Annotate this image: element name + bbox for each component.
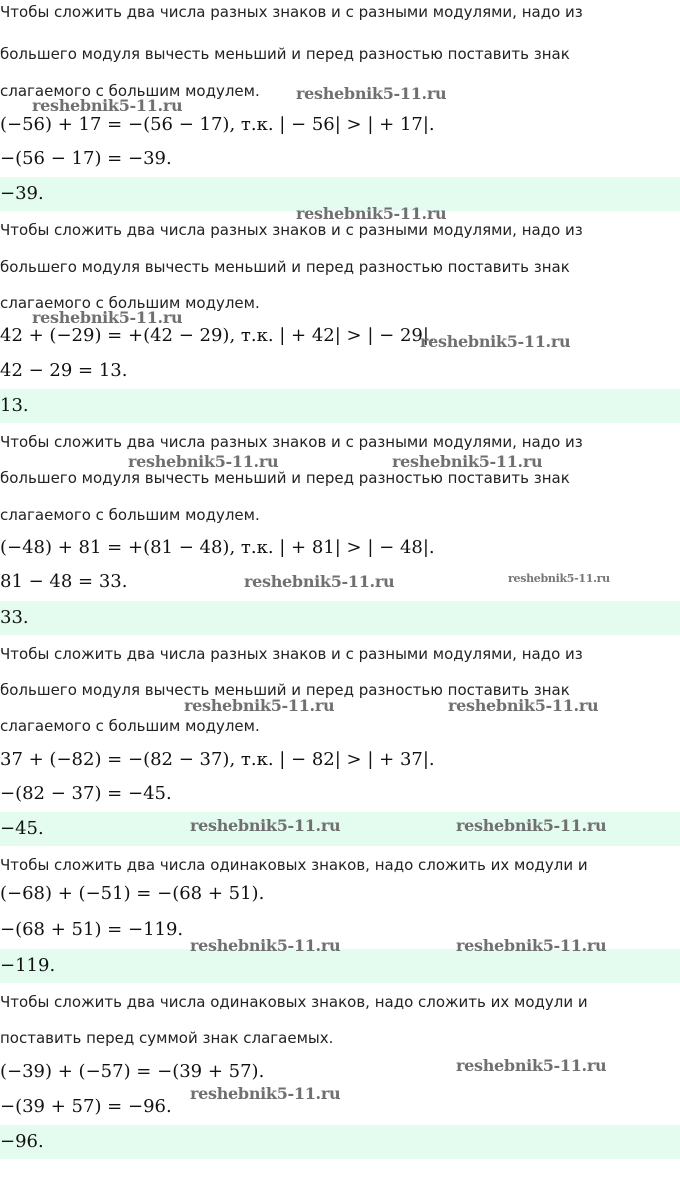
- answer-row: [0, 389, 680, 423]
- watermark: reshebnik5-11.ru: [420, 332, 571, 351]
- equation-line: 81 − 48 = 33.: [0, 571, 128, 592]
- explanation-line: слагаемого с большим модулем.: [0, 294, 260, 312]
- equation-line: −(56 − 17) = −39.: [0, 148, 172, 169]
- explanation-line: слагаемого с большим модулем.: [0, 82, 260, 100]
- explanation-line: Чтобы сложить два числа разных знаков и с разными модулями, надо из: [0, 433, 583, 451]
- watermark: reshebnik5-11.ru: [448, 696, 599, 715]
- equation-line: (−56) + 17 = −(56 − 17), т.к. | − 56| > | + 17|.: [0, 114, 435, 135]
- explanation-line: поставить перед суммой знак слагаемых.: [0, 1029, 334, 1047]
- equation-line: (−39) + (−57) = −(39 + 57).: [0, 1061, 265, 1082]
- explanation-line: Чтобы сложить два числа разных знаков и с разными модулями, надо из: [0, 3, 583, 21]
- watermark: reshebnik5-11.ru: [456, 1056, 607, 1075]
- equation-line: (−68) + (−51) = −(68 + 51).: [0, 883, 265, 904]
- answer-value: −96.: [0, 1131, 44, 1152]
- equation-line: −(39 + 57) = −96.: [0, 1096, 172, 1117]
- explanation-line: большего модуля вычесть меньший и перед разностью поставить знак: [0, 681, 570, 699]
- watermark: reshebnik5-11.ru: [32, 308, 183, 327]
- answer-value: −45.: [0, 818, 44, 839]
- answer-row: [0, 1125, 680, 1159]
- explanation-line: слагаемого с большим модулем.: [0, 506, 260, 524]
- explanation-line: большего модуля вычесть меньший и перед разностью поставить знак: [0, 469, 570, 487]
- equation-line: 42 + (−29) = +(42 − 29), т.к. | + 42| > | − 29|.: [0, 325, 435, 346]
- explanation-line: Чтобы сложить два числа разных знаков и с разными модулями, надо из: [0, 645, 583, 663]
- explanation-line: Чтобы сложить два числа одинаковых знаков, надо сложить их модули и: [0, 856, 588, 874]
- watermark: reshebnik5-11.ru: [296, 84, 447, 103]
- watermark: reshebnik5-11.ru: [190, 816, 341, 835]
- equation-line: 37 + (−82) = −(82 − 37), т.к. | − 82| > | + 37|.: [0, 749, 435, 770]
- answer-row: [0, 601, 680, 635]
- equation-line: −(68 + 51) = −119.: [0, 919, 184, 940]
- equation-line: 42 − 29 = 13.: [0, 360, 128, 381]
- watermark: reshebnik5-11.ru: [190, 936, 341, 955]
- watermark: reshebnik5-11.ru: [190, 1084, 341, 1103]
- watermark: reshebnik5-11.ru: [508, 572, 610, 585]
- watermark: reshebnik5-11.ru: [244, 572, 395, 591]
- watermark: reshebnik5-11.ru: [184, 696, 335, 715]
- explanation-line: большего модуля вычесть меньший и перед разностью поставить знак: [0, 45, 570, 63]
- answer-value: 33.: [0, 607, 29, 628]
- answer-value: −39.: [0, 183, 44, 204]
- explanation-line: Чтобы сложить два числа разных знаков и с разными модулями, надо из: [0, 221, 583, 239]
- watermark: reshebnik5-11.ru: [456, 816, 607, 835]
- watermark: reshebnik5-11.ru: [392, 452, 543, 471]
- answer-value: 13.: [0, 395, 29, 416]
- watermark: reshebnik5-11.ru: [296, 204, 447, 223]
- answer-value: −119.: [0, 955, 56, 976]
- watermark: reshebnik5-11.ru: [32, 96, 183, 115]
- watermark: reshebnik5-11.ru: [128, 452, 279, 471]
- explanation-line: большего модуля вычесть меньший и перед разностью поставить знак: [0, 258, 570, 276]
- explanation-line: Чтобы сложить два числа одинаковых знаков, надо сложить их модули и: [0, 993, 588, 1011]
- explanation-line: слагаемого с большим модулем.: [0, 717, 260, 735]
- equation-line: −(82 − 37) = −45.: [0, 783, 172, 804]
- watermark: reshebnik5-11.ru: [456, 936, 607, 955]
- equation-line: (−48) + 81 = +(81 − 48), т.к. | + 81| > | − 48|.: [0, 537, 435, 558]
